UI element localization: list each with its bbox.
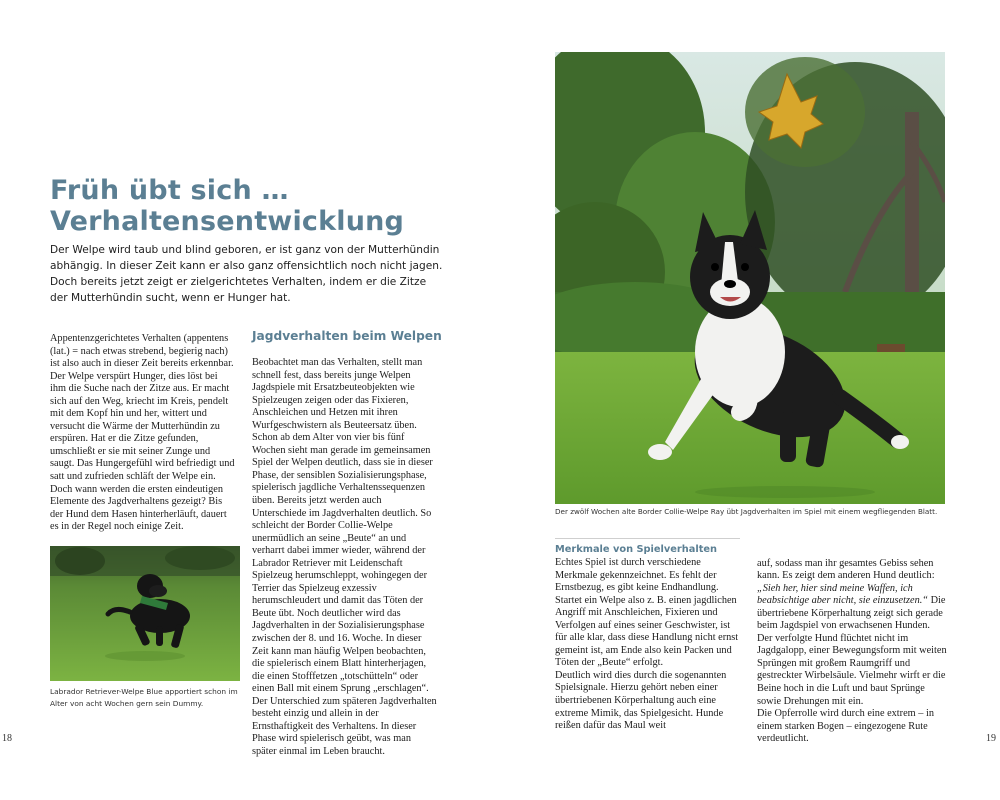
- border-collie-photo-caption: Der zwölf Wochen alte Border Collie-Welpe Ray übt Jagdverhalten im Spiel mit einem wegfliegenden Blatt.: [555, 507, 938, 516]
- quote-text: „Sieh her, hier sind meine Waffen, ich beabsichtige aber nicht, sie einzusetzen.“: [757, 582, 929, 607]
- section-heading-spielverhalten: Merkmale von Spielverhalten: [555, 544, 718, 555]
- border-collie-photo: [555, 52, 945, 504]
- right-column1-text: Echtes Spiel ist durch verschiedene Merkmale gekennzeichnet. Es fehlt der Ernstbezug, es gibt keine Endhandlung. Startet ein Welpe also z. B. einen jagdlichen Angriff mit Anschleichen, Fixieren und Verfolgen auf eines seiner Geschwister, ist für alle klar, dass diese Handlung nicht ernst gemeint ist, am Ende also kein Packen und Töten der „Beute“ erfolgt. Deutlich wird dies durch die sogenannten Spielsignale. Hierzu gehört neben einer übertriebenen Körperhaltung auch eine extreme Mimik, das Spielgesicht. Hunde reißen dafür das Maul weit: [555, 557, 739, 732]
- border-collie-puppy-image: [555, 52, 945, 504]
- page-number-right: 19: [986, 733, 996, 744]
- labrador-puppy-image: [50, 546, 240, 681]
- right-column2-intro: auf, sodass man ihr gesamtes Gebiss sehen kann. Es zeigt dem anderen Hund deutlich:: [757, 557, 935, 582]
- chapter-title: [50, 175, 470, 237]
- section-divider: [555, 538, 740, 539]
- left-column1-text: Appentenzgerichtetes Verhalten (appentens (lat.) = nach etwas strebend, begierig nach) ist also auch in dieser Zeit bereits erkennbar. Der Welpe verspürt Hunger, dies löst bei ihm die Suche nach der Zitze aus. Er macht sich auf den Weg, kriecht im Kreis, pendelt mit dem Kopf hin und her, wittert und versucht die Wärme der Mutterhündin zu erspüren. Hat er die Zitze gefunden, umschließt er sie mit seiner Zunge und saugt. Das Hungergefühl wird befriedigt und satt und zufrieden schläft der Welpe ein. Doch wann werden die ersten eindeutigen Elemente des Jagdverhaltens gezeigt? Bis der Hund dem Hasen hinterherläuft, dauert es in der Regel noch einige Zeit.: [50, 333, 235, 533]
- chapter-title-line1: Früh übt sich …: [50, 175, 289, 206]
- chapter-title-line2: Verhaltensentwicklung: [50, 206, 405, 237]
- page-number-left: 18: [2, 733, 12, 744]
- intro-paragraph: Der Welpe wird taub und blind geboren, er ist ganz von der Mutterhündin abhängig. In dieser Zeit kann er also ganz offensichtlich noch nicht jagen. Doch bereits jetzt zeigt er zielgerichtetes Verhalten, indem er die Zitze der Mutterhündin sucht, wenn er Hunger hat.: [50, 244, 443, 304]
- left-column2-text: Beobachtet man das Verhalten, stellt man schnell fest, dass bereits junge Welpen Jagdspiele mit Ersatzbeuteobjekten wie Spielzeugen zeigen oder das Fixieren, Anschleichen und Hetzen mit ihren Wurfgeschwistern als Beuteersatz üben. Schon ab dem Alter von vier bis fünf Wochen sieht man gerade im gemeinsamen Spiel der Welpen deutlich, dass sie in dieser Phase, der sensiblen Sozialisierungsphase, spielerisch jagdliche Verhaltenssequenzen üben. Bereits jetzt werden auch Unterschiede im Jagdverhalten deutlich. So schleicht der Border Collie-Welpe unermüdlich an seine „Beute“ an und verharrt dabei immer wieder, während der Labrador Retriever mit Leidenschaft Spielzeug herumschleppt, wohingegen der Terrier das Spielzeug exzessiv herumschleudert und damit das Töten der Beute übt. Noch deutlicher wird das Jagdverhalten in der Sozialisierungsphase zwischen der 8. und 16. Woche. In dieser Zeit kann man häufig Welpen beobachten, die spielerisch einem Blatt hinterherjagen, die einen Stofffetzen „totschütteln“ oder einen Ball mit einem Sprung „erschlagen“. Der Unterschied zum späteren Jagdverhalten besteht einzig und allein in der Ernsthaftigkeit des Verhaltens. In dieser Phase wird spielerisch geübt, was man später einmal im Leben braucht.: [252, 357, 437, 757]
- right-column2-rest: Die übertriebene Körperhaltung zeigt sich gerade beim Jagdspiel von erwachsenen Hunden. Der verfolgte Hund flüchtet nicht im Jagdgalopp, einer Bewegungsform mit weiten Sprüngen mit großem Raumgriff und gestreckter Wirbelsäule. Vielmehr wirft er die Beine hoch in die Luft und baut Sprünge sowie Drehungen mit ein. Die Opferrolle wird durch eine extrem – in einem starken Bogen – eingezogene Rute verdeutlicht.: [757, 595, 947, 745]
- right-column2-text: [757, 545, 947, 746]
- section-heading-jagdverhalten: Jagdverhalten beim Welpen: [252, 329, 442, 343]
- labrador-photo: [50, 546, 240, 681]
- labrador-photo-caption: Labrador Retriever-Welpe Blue apportiert schon im Alter von acht Wochen gern sein Dummy.: [50, 687, 238, 708]
